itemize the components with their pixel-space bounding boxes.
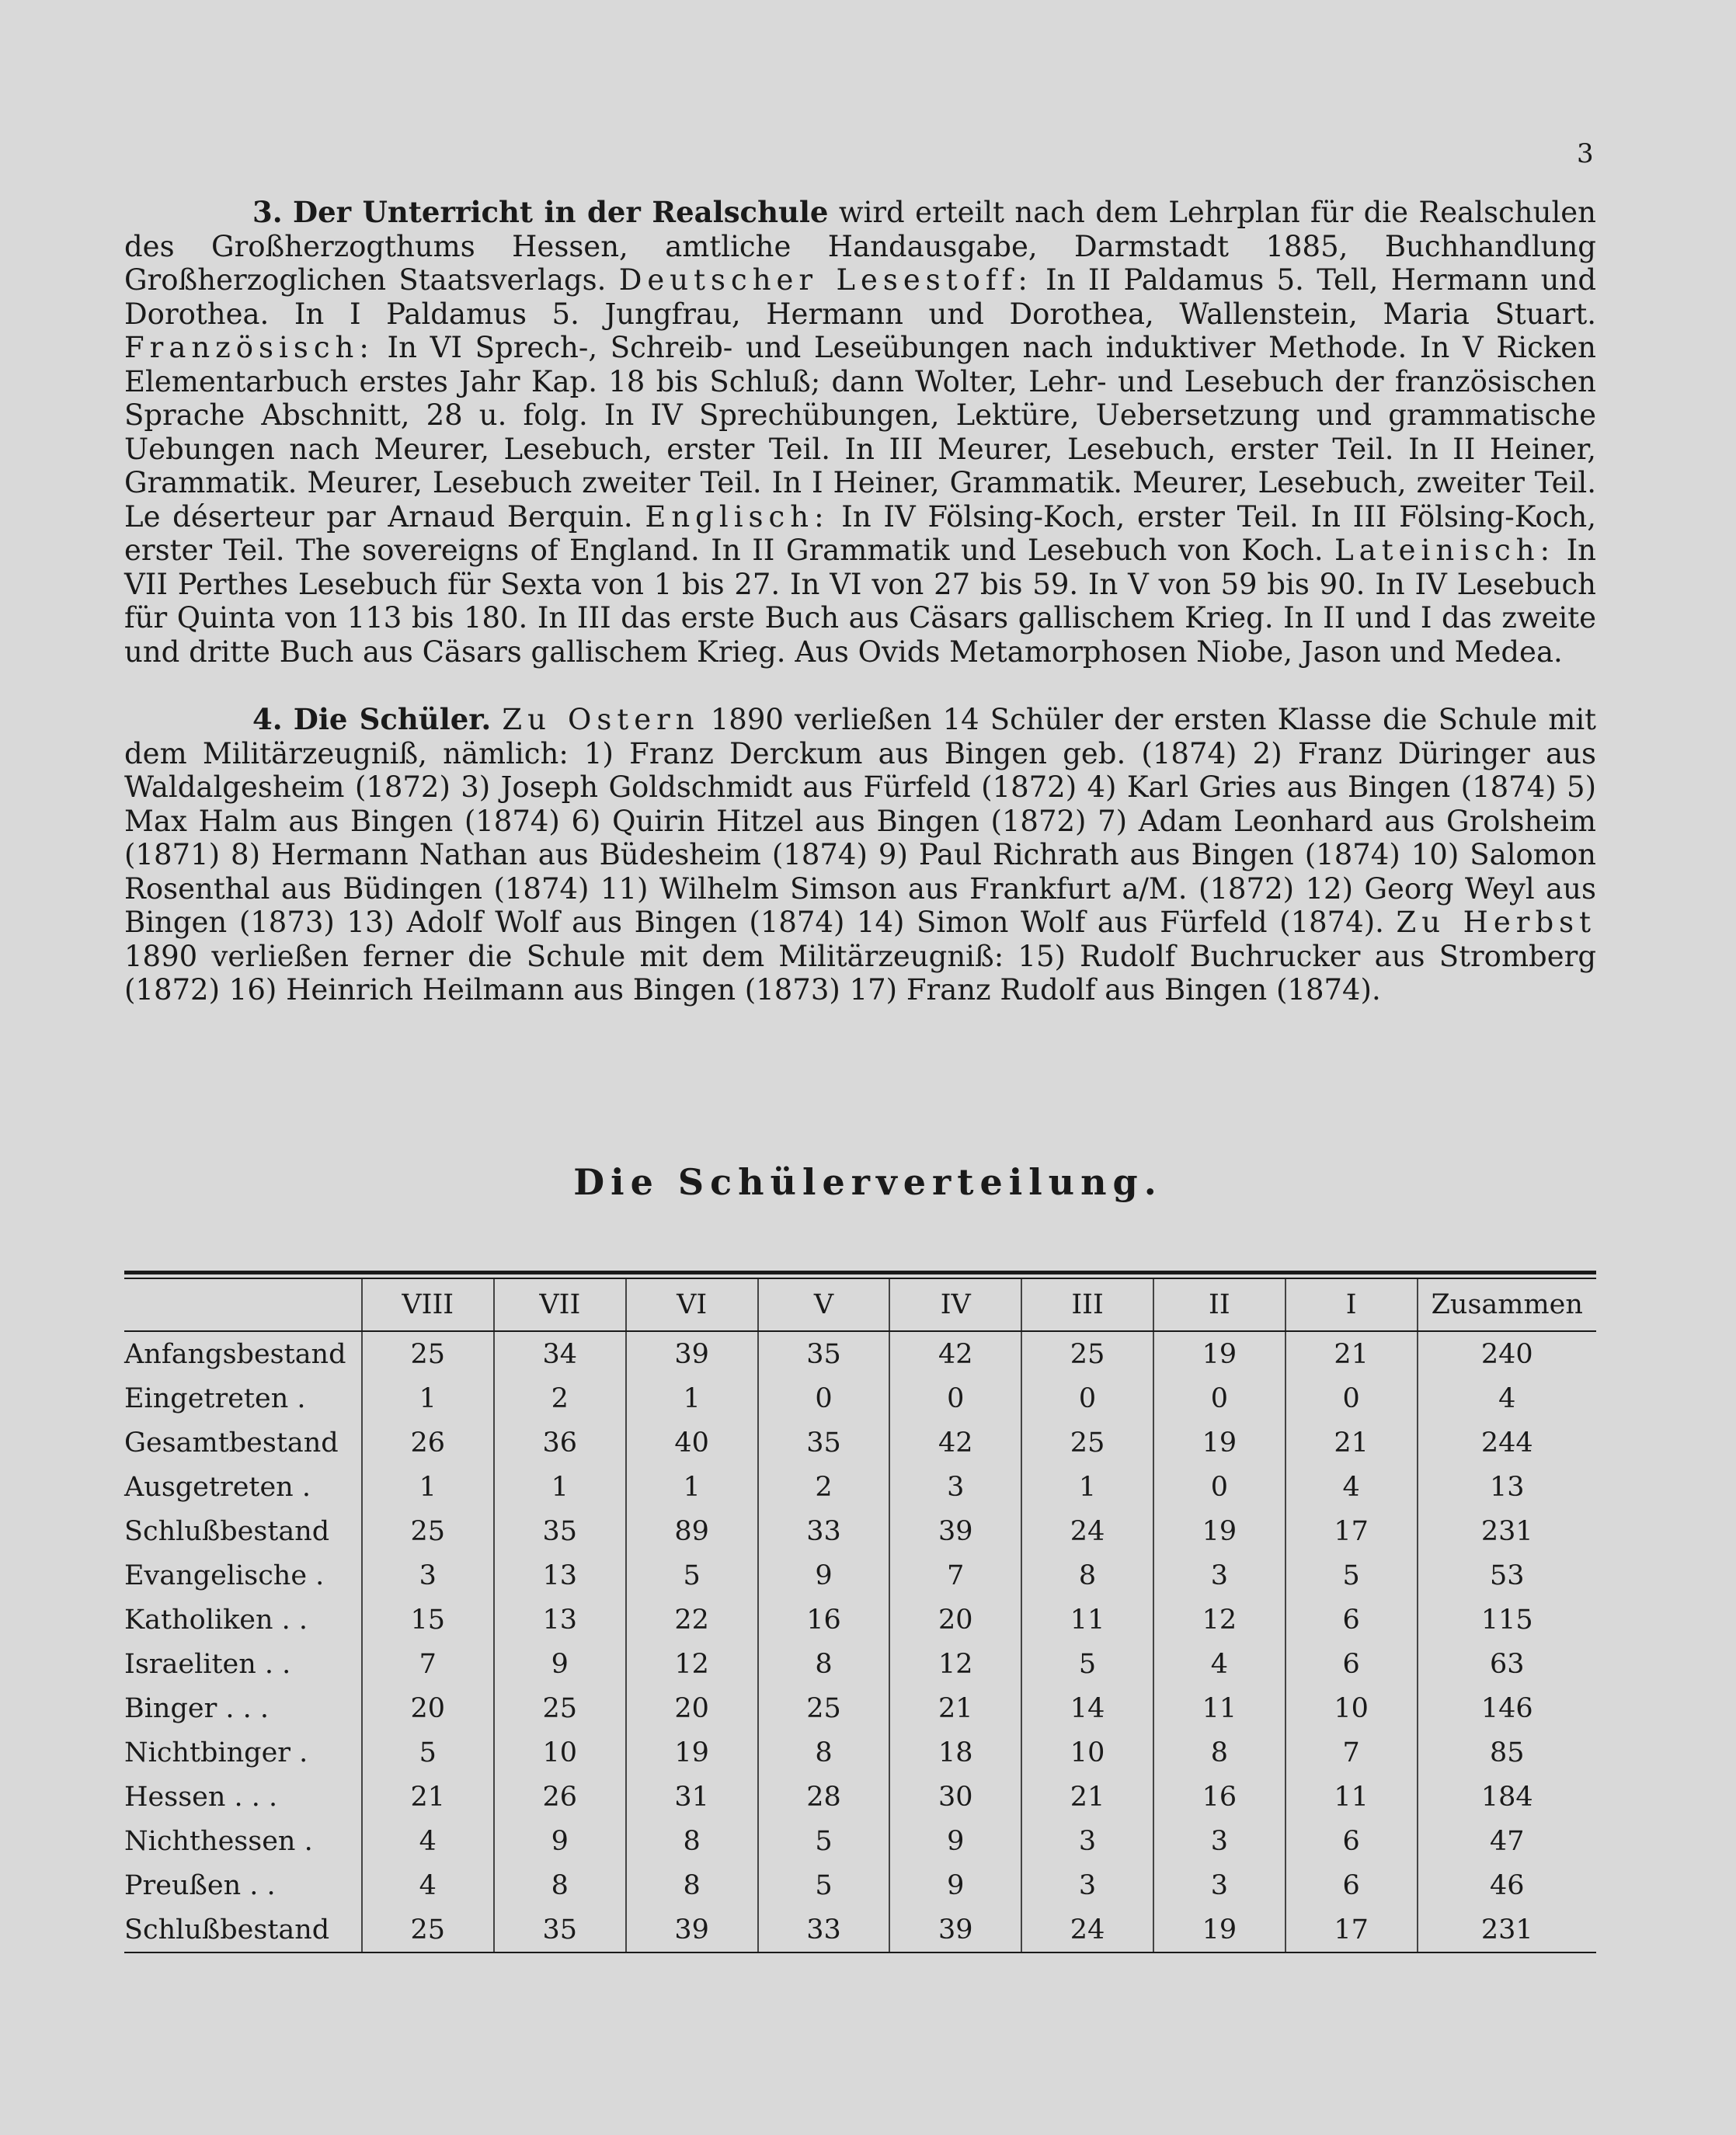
- value-cell: 4: [1153, 1642, 1285, 1686]
- value-cell: 9: [889, 1863, 1021, 1907]
- value-cell: 2: [494, 1376, 626, 1420]
- value-cell: 9: [494, 1642, 626, 1686]
- table-heading: Die Schülerverteilung.: [573, 1161, 1163, 1203]
- value-cell: 42: [889, 1331, 1021, 1376]
- value-cell: 3: [1153, 1553, 1285, 1598]
- term-label-herbst: Zu Herbst: [1396, 906, 1596, 939]
- value-cell: 6: [1285, 1863, 1418, 1907]
- value-cell: 33: [758, 1907, 890, 1952]
- value-cell: 25: [494, 1686, 626, 1730]
- subject-label-lateinisch: Lateinisch:: [1334, 534, 1556, 567]
- value-cell: 35: [758, 1420, 890, 1465]
- value-cell: 8: [758, 1730, 890, 1775]
- value-cell: 35: [758, 1331, 890, 1376]
- table-row: [124, 1907, 1596, 1952]
- table-row: [124, 1553, 1596, 1598]
- value-cell: 8: [1021, 1553, 1153, 1598]
- value-cell: 1: [626, 1465, 758, 1509]
- table-row: [124, 1598, 1596, 1642]
- value-cell: 11: [1153, 1686, 1285, 1730]
- value-cell: 3: [362, 1553, 494, 1598]
- table-row: [124, 1331, 1596, 1376]
- value-cell: 3: [1153, 1819, 1285, 1863]
- row-label: Anfangsbestand: [124, 1338, 346, 1370]
- value-cell: 8: [758, 1642, 890, 1686]
- value-cell: 19: [1153, 1907, 1285, 1952]
- value-cell: 42: [889, 1420, 1021, 1465]
- value-cell: 24: [1021, 1509, 1153, 1553]
- term-label-ostern: Zu Ostern: [502, 703, 700, 736]
- value-cell: 0: [889, 1376, 1021, 1420]
- column-header: VII: [494, 1279, 626, 1331]
- total-cell: 231: [1418, 1907, 1596, 1952]
- row-label: Eingetreten .: [124, 1382, 306, 1414]
- total-cell: 115: [1418, 1598, 1596, 1642]
- value-cell: 17: [1285, 1907, 1418, 1952]
- subject-text-lateinisch: In VII Perthes Lesebuch für Sexta von 1 bis 27. In VI von 27 bis 59. In V von 59 bis 90. In IV Lesebuch für Quinta von 113 bis 180. In III das erste Buch aus Cäsars gallischem Krieg. In II und I das zweite und dritte Buch aus Cäsars gallischem Krieg. Aus Ovids Metamorphosen Niobe, Jason und Medea.: [124, 534, 1597, 669]
- value-cell: 12: [889, 1642, 1021, 1686]
- value-cell: 6: [1285, 1819, 1418, 1863]
- value-cell: 25: [362, 1907, 494, 1952]
- total-cell: 184: [1418, 1775, 1596, 1819]
- value-cell: 35: [494, 1509, 626, 1553]
- total-cell: 4: [1418, 1376, 1596, 1420]
- value-cell: 19: [1153, 1509, 1285, 1553]
- value-cell: 25: [1021, 1331, 1153, 1376]
- value-cell: 4: [362, 1863, 494, 1907]
- row-label: Katholiken . .: [124, 1604, 308, 1636]
- subject-label-franzoesisch: Französisch:: [124, 331, 374, 364]
- section-schueler: [124, 703, 1596, 1007]
- value-cell: 26: [494, 1775, 626, 1819]
- value-cell: 19: [626, 1730, 758, 1775]
- value-cell: 1: [1021, 1465, 1153, 1509]
- table-row: [124, 1775, 1596, 1819]
- value-cell: 1: [362, 1376, 494, 1420]
- value-cell: 12: [1153, 1598, 1285, 1642]
- section-unterricht: [124, 196, 1596, 669]
- page-number: 3: [1577, 138, 1594, 169]
- column-header: I: [1285, 1279, 1418, 1331]
- row-label: Hessen . . .: [124, 1781, 278, 1813]
- value-cell: 5: [758, 1863, 890, 1907]
- row-label: Ausgetreten .: [124, 1471, 311, 1503]
- value-cell: 16: [1153, 1775, 1285, 1819]
- column-header: VI: [626, 1279, 758, 1331]
- column-header-label: [124, 1279, 362, 1331]
- value-cell: 0: [1021, 1376, 1153, 1420]
- value-cell: 28: [758, 1775, 890, 1819]
- section-heading: Der Unterricht in der Realschule: [293, 195, 829, 229]
- table-body: [124, 1331, 1596, 1952]
- section-number: 4.: [252, 702, 283, 736]
- row-label: Schlußbestand: [124, 1515, 330, 1547]
- total-cell: 244: [1418, 1420, 1596, 1465]
- value-cell: 13: [494, 1598, 626, 1642]
- value-cell: 9: [494, 1819, 626, 1863]
- value-cell: 17: [1285, 1509, 1418, 1553]
- section-text: wird erteilt nach dem Lehrplan für die Realschulen des Großherzogthums Hessen, amtliche Handausgabe, Darmstadt 1885, Buchhandlung Großherzoglichen Staatsverlags.: [124, 196, 1596, 297]
- total-cell: 85: [1418, 1730, 1596, 1775]
- value-cell: 3: [1021, 1863, 1153, 1907]
- value-cell: 0: [1153, 1376, 1285, 1420]
- value-cell: 39: [889, 1509, 1021, 1553]
- value-cell: 40: [626, 1420, 758, 1465]
- section-heading: Die Schüler.: [293, 702, 492, 736]
- value-cell: 9: [889, 1819, 1021, 1863]
- value-cell: 31: [626, 1775, 758, 1819]
- value-cell: 9: [758, 1553, 890, 1598]
- value-cell: 12: [626, 1642, 758, 1686]
- value-cell: 6: [1285, 1598, 1418, 1642]
- value-cell: 89: [626, 1509, 758, 1553]
- value-cell: 25: [362, 1331, 494, 1376]
- value-cell: 26: [362, 1420, 494, 1465]
- value-cell: 20: [362, 1686, 494, 1730]
- value-cell: 34: [494, 1331, 626, 1376]
- value-cell: 1: [494, 1465, 626, 1509]
- value-cell: 7: [1285, 1730, 1418, 1775]
- value-cell: 6: [1285, 1642, 1418, 1686]
- value-cell: 8: [626, 1863, 758, 1907]
- graduates-list-herbst: 1890 verließen ferner die Schule mit dem Militärzeugniß: 15) Rudolf Buchrucker aus Stromberg (1872) 16) Heinrich Heilmann aus Bingen (1873) 17) Franz Rudolf aus Bingen (1874).: [124, 939, 1596, 1007]
- total-cell: 146: [1418, 1686, 1596, 1730]
- student-distribution-table: [124, 1271, 1596, 1953]
- value-cell: 0: [1285, 1376, 1418, 1420]
- table-row: [124, 1819, 1596, 1863]
- row-label: Schlußbestand: [124, 1914, 330, 1945]
- table-row: [124, 1376, 1596, 1420]
- value-cell: 25: [362, 1509, 494, 1553]
- value-cell: 20: [626, 1686, 758, 1730]
- value-cell: 25: [1021, 1420, 1153, 1465]
- value-cell: 21: [889, 1686, 1021, 1730]
- value-cell: 1: [362, 1465, 494, 1509]
- value-cell: 16: [758, 1598, 890, 1642]
- value-cell: 7: [889, 1553, 1021, 1598]
- column-header: Zusammen: [1418, 1279, 1596, 1331]
- subject-text-englisch: In IV Fölsing-Koch, erster Teil. In III Fölsing-Koch, erster Teil. The sovereigns of England. In II Grammatik und Lesebuch von Koch.: [124, 499, 1597, 567]
- table-top-rule: [124, 1271, 1596, 1274]
- table-row: [124, 1686, 1596, 1730]
- value-cell: 39: [626, 1331, 758, 1376]
- row-label: Gesamtbestand: [124, 1427, 339, 1459]
- table-header-row: [124, 1279, 1596, 1331]
- value-cell: 19: [1153, 1331, 1285, 1376]
- value-cell: 8: [494, 1863, 626, 1907]
- value-cell: 10: [1285, 1686, 1418, 1730]
- value-cell: 36: [494, 1420, 626, 1465]
- row-label: Nichtbinger .: [124, 1737, 308, 1768]
- value-cell: 39: [626, 1907, 758, 1952]
- value-cell: 8: [1153, 1730, 1285, 1775]
- value-cell: 33: [758, 1509, 890, 1553]
- subject-text-franzoesisch: In VI Sprech-, Schreib- und Leseübungen nach induktiver Methode. In V Ricken Elementarbuch erstes Jahr Kap. 18 bis Schluß; dann Wolter, Lehr- und Lesebuch der französischen Sprache Abschnitt, 28 u. folg. In IV Sprechübungen, Lektüre, Uebersetzung und grammatische Uebungen nach Meurer, Lesebuch, erster Teil. In III Meurer, Lesebuch, erster Teil. In II Heiner, Grammatik. Meurer, Lesebuch zweiter Teil. In I Heiner, Grammatik. Meurer, Lesebuch, zweiter Teil. Le déserteur par Arnaud Berquin.: [124, 331, 1597, 534]
- value-cell: 10: [1021, 1730, 1153, 1775]
- value-cell: 11: [1285, 1775, 1418, 1819]
- value-cell: 8: [626, 1819, 758, 1863]
- value-cell: 21: [1021, 1775, 1153, 1819]
- subject-label-deutsch: Deutscher Lesestoff:: [618, 263, 1033, 297]
- column-header: II: [1153, 1279, 1285, 1331]
- value-cell: 24: [1021, 1907, 1153, 1952]
- total-cell: 53: [1418, 1553, 1596, 1598]
- column-header: V: [758, 1279, 890, 1331]
- subject-text-deutsch: In II Paldamus 5. Tell, Hermann und Dorothea. In I Paldamus 5. Jungfrau, Hermann und Dorothea, Wallenstein, Maria Stuart.: [124, 263, 1597, 331]
- section-number: 3.: [252, 195, 283, 229]
- value-cell: 11: [1021, 1598, 1153, 1642]
- value-cell: 20: [889, 1598, 1021, 1642]
- value-cell: 15: [362, 1598, 494, 1642]
- value-cell: 39: [889, 1907, 1021, 1952]
- value-cell: 4: [1285, 1465, 1418, 1509]
- value-cell: 30: [889, 1775, 1021, 1819]
- column-header: IV: [889, 1279, 1021, 1331]
- total-cell: 231: [1418, 1509, 1596, 1553]
- value-cell: 21: [1285, 1331, 1418, 1376]
- table-row: [124, 1465, 1596, 1509]
- table-row: [124, 1420, 1596, 1465]
- row-label: Binger . . .: [124, 1692, 270, 1724]
- value-cell: 5: [362, 1730, 494, 1775]
- value-cell: 13: [494, 1553, 626, 1598]
- value-cell: 25: [758, 1686, 890, 1730]
- value-cell: 5: [626, 1553, 758, 1598]
- value-cell: 4: [362, 1819, 494, 1863]
- table-row: [124, 1863, 1596, 1907]
- graduates-list-ostern: 1890 verließen 14 Schüler der ersten Klasse die Schule mit dem Militärzeugniß, nämlich: 1) Franz Derckum aus Bingen geb. (1874) 2) Franz Düringer aus Waldalgesheim (1872) 3) Joseph Goldschmidt aus Fürfeld (1872) 4) Karl Gries aus Bingen (1874) 5) Max Halm aus Bingen (1874) 6) Quirin Hitzel aus Bingen (1872) 7) Adam Leonhard aus Grolsheim (1871) 8) Hermann Nathan aus Büdesheim (1874) 9) Paul Richrath aus Bingen (1874) 10) Salomon Rosenthal aus Büdingen (1874) 11) Wilhelm Simson aus Frankfurt a/M. (1872) 12) Georg Weyl aus Bingen (1873) 13) Adolf Wolf aus Bingen (1874) 14) Simon Wolf aus Fürfeld (1874).: [124, 703, 1597, 939]
- value-cell: 1: [626, 1376, 758, 1420]
- value-cell: 3: [1021, 1819, 1153, 1863]
- total-cell: 47: [1418, 1819, 1596, 1863]
- row-label: Preußen . .: [124, 1869, 276, 1901]
- column-header: VIII: [362, 1279, 494, 1331]
- value-cell: 5: [1021, 1642, 1153, 1686]
- column-header: III: [1021, 1279, 1153, 1331]
- table-bottom-rule: [124, 1952, 1596, 1953]
- value-cell: 7: [362, 1642, 494, 1686]
- value-cell: 14: [1021, 1686, 1153, 1730]
- subject-label-englisch: Englisch:: [645, 499, 830, 534]
- value-cell: 2: [758, 1465, 890, 1509]
- value-cell: 3: [889, 1465, 1021, 1509]
- total-cell: 63: [1418, 1642, 1596, 1686]
- table-row: [124, 1642, 1596, 1686]
- value-cell: 5: [758, 1819, 890, 1863]
- value-cell: 35: [494, 1907, 626, 1952]
- value-cell: 18: [889, 1730, 1021, 1775]
- value-cell: 10: [494, 1730, 626, 1775]
- row-label: Nichthessen .: [124, 1825, 313, 1857]
- row-label: Israeliten . .: [124, 1648, 291, 1680]
- value-cell: 22: [626, 1598, 758, 1642]
- row-label: Evangelische .: [124, 1560, 325, 1591]
- value-cell: 0: [758, 1376, 890, 1420]
- total-cell: 46: [1418, 1863, 1596, 1907]
- table-row: [124, 1509, 1596, 1553]
- total-cell: 13: [1418, 1465, 1596, 1509]
- value-cell: 19: [1153, 1420, 1285, 1465]
- value-cell: 5: [1285, 1553, 1418, 1598]
- value-cell: 21: [1285, 1420, 1418, 1465]
- total-cell: 240: [1418, 1331, 1596, 1376]
- value-cell: 3: [1153, 1863, 1285, 1907]
- value-cell: 21: [362, 1775, 494, 1819]
- table-row: [124, 1730, 1596, 1775]
- value-cell: 0: [1153, 1465, 1285, 1509]
